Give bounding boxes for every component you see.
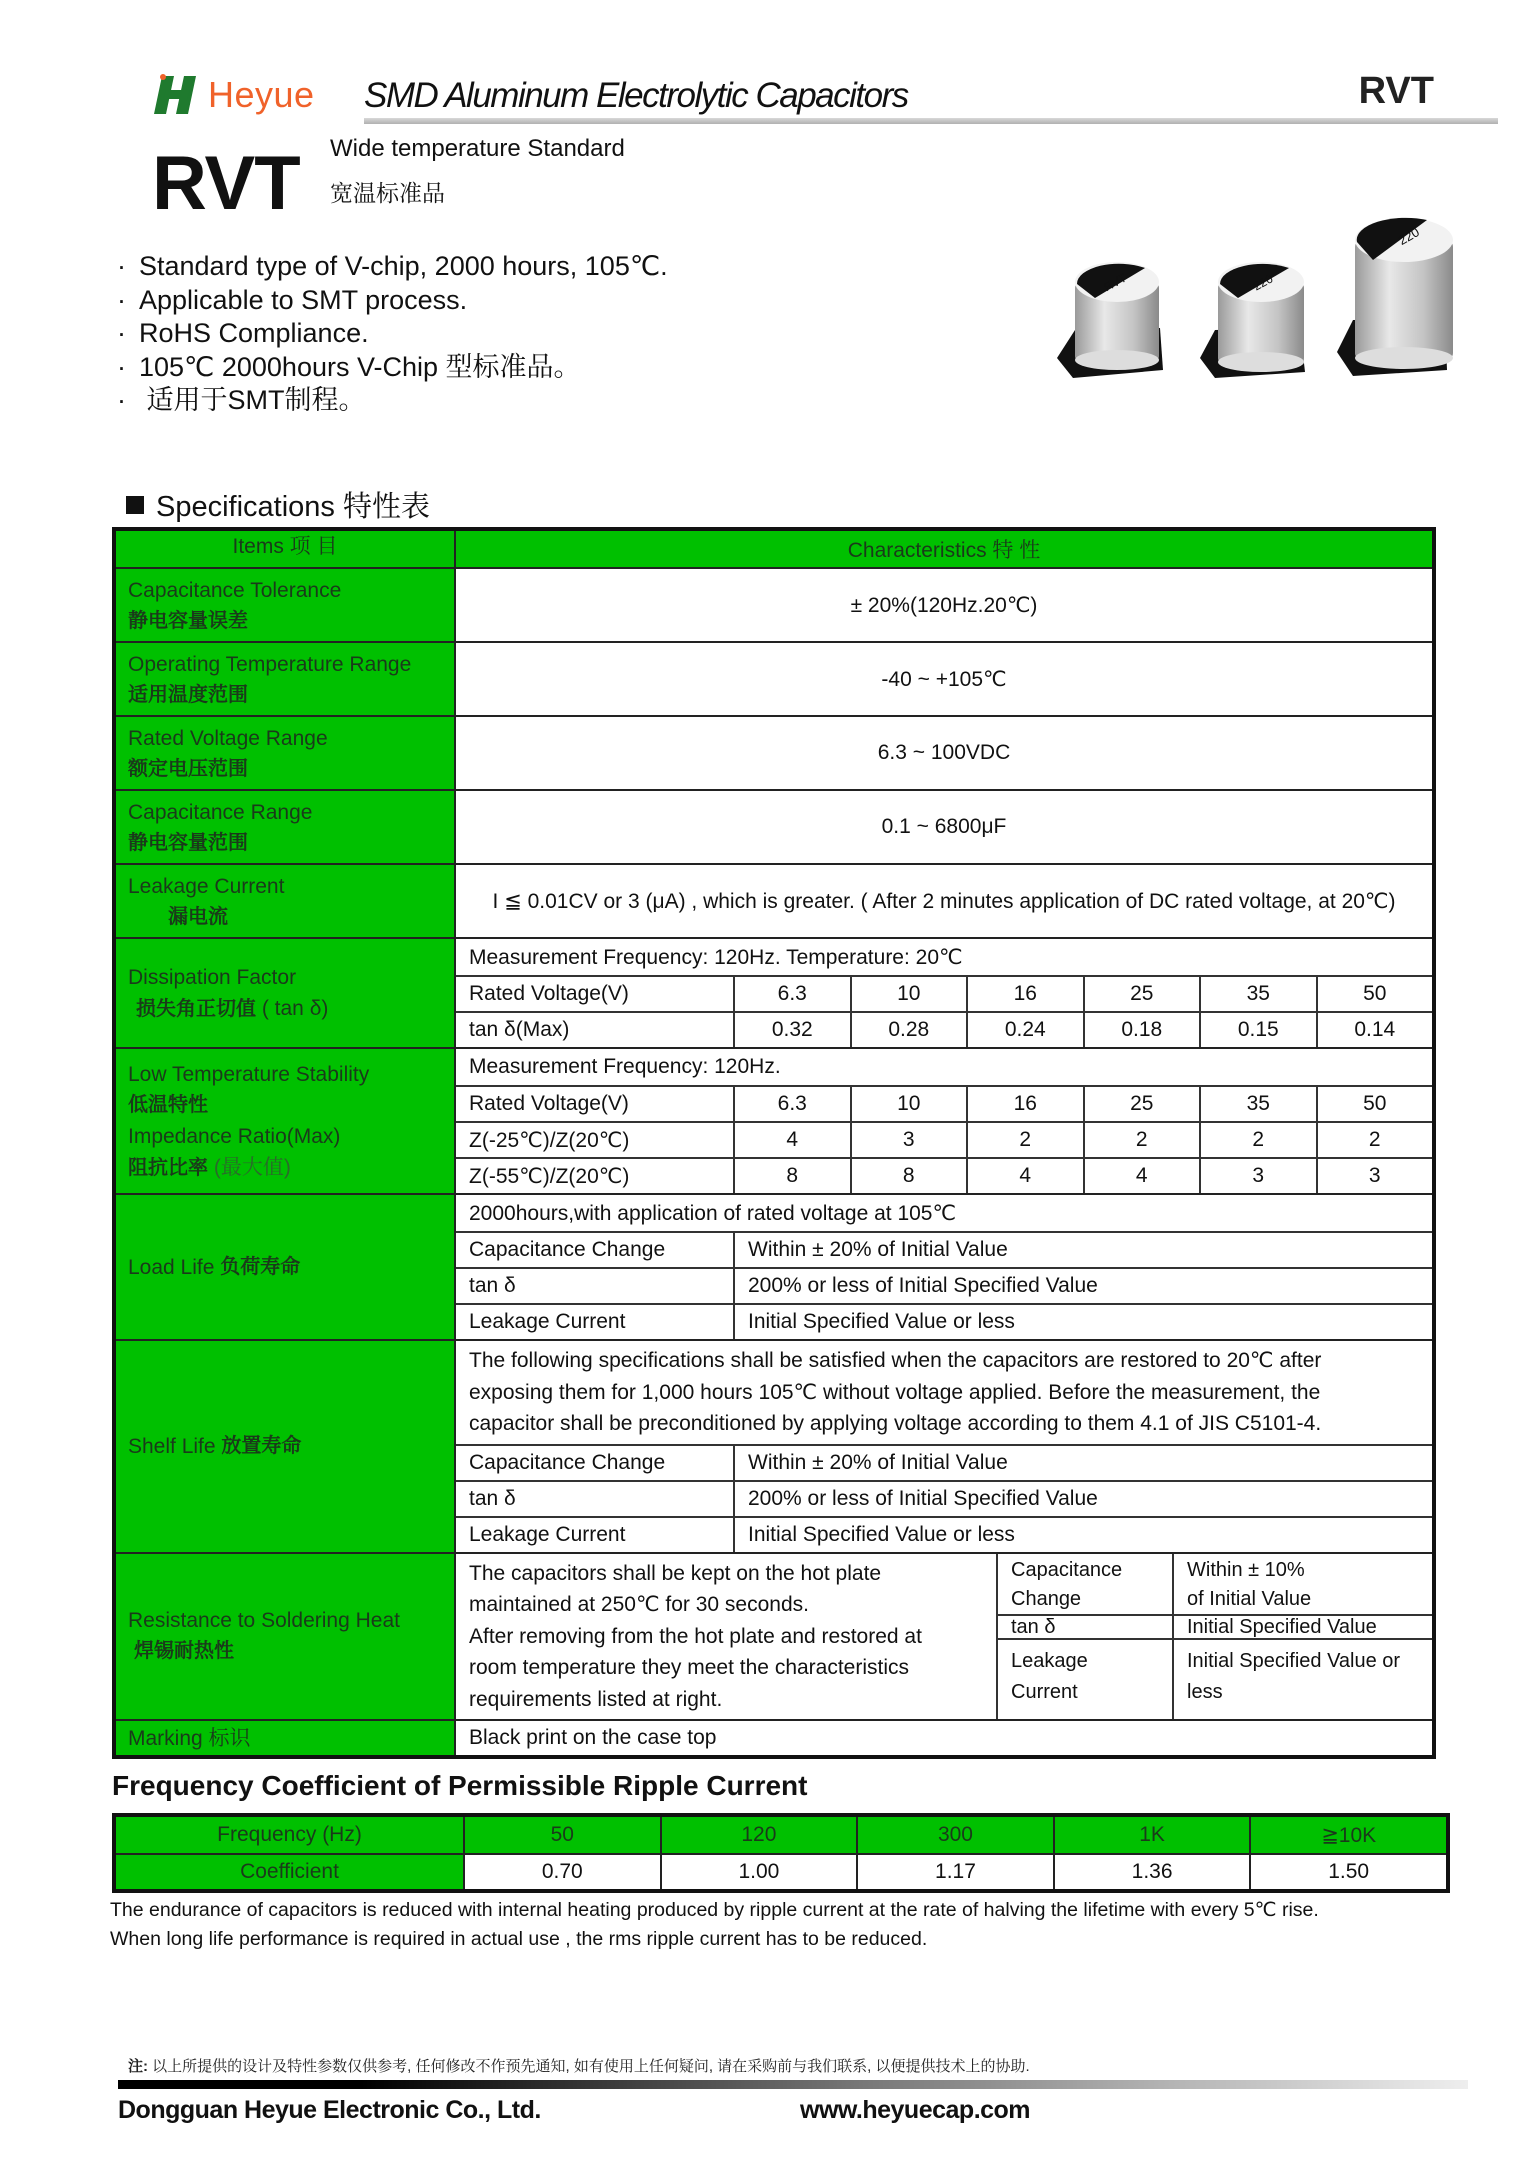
row-label — [116, 791, 456, 863]
row-label-en: Operating Temperature Range — [128, 653, 412, 676]
voltage-cell: 10 — [852, 1087, 969, 1121]
sub-row — [456, 1444, 1432, 1480]
tan-delta-cell: 0.15 — [1201, 1013, 1318, 1047]
sub-row — [998, 1616, 1432, 1640]
table-row-low-temperature-stability — [116, 1047, 1432, 1193]
series-subtitle-cn: 宽温标准品 — [330, 180, 445, 206]
ripple-current-note — [110, 1896, 1319, 1954]
sub-row — [456, 975, 1432, 1011]
feature-text: 适用于SMT制程。 — [139, 385, 366, 415]
characteristics-column-header: Characteristics 特 性 — [456, 531, 1432, 567]
row-label-en: Impedance Ratio(Max) — [128, 1124, 341, 1148]
feature-text: Standard type of V-chip, 2000 hours, 105℃. — [139, 251, 668, 281]
heyue-h-logo-icon — [152, 74, 200, 116]
condition-line: capacitor shall be preconditioned by applying voltage according to them 4.1 of JIS C5101-4. — [469, 1412, 1322, 1435]
solder-requirements — [998, 1554, 1432, 1720]
feature-text: Applicable to SMT process. — [139, 284, 468, 315]
row-label — [116, 717, 456, 789]
condition-line: The following specifications shall be satisfied when the capacitors are restored to 20℃ after — [469, 1349, 1322, 1372]
sub-label — [998, 1554, 1174, 1614]
footer-gradient-bar — [118, 2080, 1468, 2089]
disclaimer-note — [128, 2055, 1030, 2076]
row-label-cn: 焊锡耐热性 — [134, 1640, 234, 1663]
sub-label: tan δ(Max) — [456, 1013, 735, 1047]
table-header-row — [116, 531, 1432, 567]
sub-label: Leakage Current — [456, 1518, 735, 1552]
table-row-dissipation-factor — [116, 937, 1432, 1047]
row-value — [456, 1195, 1432, 1339]
label-line: Capacitance — [1011, 1558, 1123, 1581]
frequency-cell: ≧10K — [1251, 1817, 1446, 1853]
capacitor-image-large — [1337, 218, 1453, 376]
voltage-cell: 6.3 — [735, 977, 852, 1011]
sub-label: Capacitance Change — [456, 1233, 735, 1267]
sub-value: Initial Specified Value — [1187, 1615, 1377, 1638]
tan-delta-cell: 0.14 — [1354, 1018, 1396, 1041]
impedance-cell: 4 — [968, 1159, 1085, 1193]
sub-value: Initial Specified Value or less — [748, 1310, 1015, 1333]
impedance-cell: 2 — [968, 1123, 1085, 1157]
sub-label: Z(-55℃)/Z(20℃) — [456, 1159, 735, 1193]
row-label — [116, 865, 456, 937]
capacitor-marking: 220 — [1395, 224, 1422, 249]
series-subtitle-en: Wide temperature Standard — [330, 135, 625, 162]
frequency-cell: 50 — [465, 1817, 662, 1853]
sub-row — [998, 1640, 1432, 1720]
bullet: · — [117, 385, 126, 415]
row-label-cn: 适用温度范围 — [128, 684, 248, 706]
table-row — [116, 567, 1432, 641]
table-row — [116, 863, 1432, 937]
company-website-link[interactable]: www.heyuecap.com — [800, 2096, 1031, 2124]
sub-row — [456, 1085, 1432, 1121]
frequency-cell: 120 — [662, 1817, 859, 1853]
condition-line: exposing them for 1,000 hours 105℃ without voltage applied. Before the measurement, the — [469, 1380, 1321, 1404]
brand-name: Heyue — [208, 74, 315, 115]
sub-row — [456, 1195, 1432, 1231]
coefficient-label: Coefficient — [116, 1855, 465, 1889]
row-value: ± 20%(120Hz.20℃) — [850, 593, 1038, 617]
coefficient-row — [116, 1853, 1446, 1889]
bullet: · — [117, 284, 126, 315]
sub-row — [456, 1011, 1432, 1047]
row-label-cn: 静电容量误差 — [128, 610, 248, 632]
row-label-en: Resistance to Soldering Heat — [128, 1609, 400, 1633]
row-value: 0.1 ~ 6800μF — [881, 815, 1007, 838]
value-line: Within ± 10% — [1187, 1558, 1305, 1581]
capacitor-image-medium — [1200, 262, 1305, 378]
row-label-cn: 损失角正切值 — [136, 997, 256, 1020]
sub-value: Within ± 20% of Initial Value — [748, 1450, 1008, 1474]
impedance-cell: 8 — [852, 1159, 969, 1193]
condition-text: 2000hours,with application of rated voltage at 105℃ — [469, 1201, 957, 1225]
row-value — [456, 1554, 1432, 1720]
frequency-row — [116, 1817, 1446, 1853]
tan-delta-cell: 0.24 — [968, 1013, 1085, 1047]
row-label-cn: 负荷寿命 — [220, 1255, 301, 1278]
document-title: SMD Aluminum Electrolytic Capacitors — [364, 76, 908, 115]
row-label — [116, 1554, 456, 1720]
impedance-cell: 2 — [1201, 1123, 1318, 1157]
frequency-coefficient-table — [112, 1813, 1450, 1893]
table-row — [116, 715, 1432, 789]
sub-label: Rated Voltage(V) — [456, 977, 735, 1011]
voltage-cell: 35 — [1201, 977, 1318, 1011]
table-row — [116, 641, 1432, 715]
sub-row — [456, 1267, 1432, 1303]
sub-row — [456, 1157, 1432, 1193]
feature-text: RoHS Compliance. — [139, 318, 369, 348]
description-line: maintained at 250℃ for 30 seconds. — [469, 1593, 809, 1616]
capacitor-image-small — [1057, 262, 1163, 378]
label-line: Current — [1011, 1680, 1078, 1703]
condition-text: Measurement Frequency: 120Hz. Temperature: 20℃ — [469, 945, 963, 969]
row-label — [116, 1195, 456, 1339]
table-row-marking — [116, 1719, 1432, 1755]
label-line: Change — [1011, 1587, 1082, 1610]
value-line: less — [1187, 1680, 1223, 1703]
sub-row — [456, 1303, 1432, 1339]
feature-list — [117, 250, 668, 418]
tan-delta-cell: 0.28 — [852, 1013, 969, 1047]
sub-label: tan δ — [456, 1269, 735, 1303]
row-value: I ≦ 0.01CV or 3 (μA) , which is greater. ( After 2 minutes application of DC rated voltage, at 20℃) — [492, 889, 1396, 913]
bullet: · — [117, 318, 126, 348]
square-bullet-icon — [126, 496, 144, 514]
table-row-shelf-life — [116, 1339, 1432, 1552]
feature-text: 105℃ 2000hours V-Chip 型标准品。 — [139, 351, 581, 382]
table-row-soldering-heat — [116, 1552, 1432, 1720]
coefficient-cell: 1.00 — [662, 1855, 859, 1889]
sub-label: tan δ — [456, 1482, 735, 1516]
note-line: The endurance of capacitors is reduced with internal heating produced by ripple current at the rate of halving the lifetime with every 5℃ rise. — [110, 1899, 1319, 1921]
sub-row — [456, 939, 1432, 975]
capacitor-product-images — [1055, 210, 1495, 390]
voltage-cell: 50 — [1363, 1092, 1387, 1115]
row-label-en: Rated Voltage Range — [128, 727, 328, 750]
frequency-coefficient-title: Frequency Coefficient of Permissible Ripple Current — [112, 1770, 808, 1801]
row-label-cn: 低温特性 — [128, 1093, 208, 1116]
row-label-cn: 漏电流 — [168, 906, 228, 928]
sub-label: Leakage Current — [456, 1305, 735, 1339]
series-title: RVT — [152, 141, 300, 226]
voltage-cell: 16 — [968, 977, 1085, 1011]
disclaimer-text: 以上所提供的设计及特性参数仅供参考, 任何修改不作预先通知, 如有使用上任何疑问, 请在采购前与我们联系, 以便提供技术上的协助. — [148, 2058, 1030, 2075]
row-label-en: Low Temperature Stability — [128, 1062, 370, 1086]
value-line: of Initial Value — [1187, 1587, 1312, 1610]
sub-label: Capacitance Change — [456, 1446, 735, 1480]
sub-value — [1174, 1640, 1432, 1720]
capacitor-marking: 220 — [1250, 271, 1276, 294]
company-name: Dongguan Heyue Electronic Co., Ltd. — [118, 2096, 541, 2124]
row-label — [116, 1341, 456, 1552]
impedance-cell: 8 — [735, 1159, 852, 1193]
description-line: requirements listed at right. — [469, 1687, 723, 1711]
row-value: Black print on the case top — [469, 1726, 717, 1749]
row-label-cn: 额定电压范围 — [128, 758, 248, 780]
specifications-table — [112, 527, 1436, 1759]
row-label-en: Shelf Life — [128, 1434, 216, 1458]
condition-text: Measurement Frequency: 120Hz. — [469, 1055, 781, 1078]
items-column-header: Items 项 目 — [116, 531, 456, 567]
sub-value — [1174, 1554, 1432, 1614]
specifications-heading-text: Specifications 特性表 — [156, 491, 430, 523]
sub-row — [456, 1049, 1432, 1085]
impedance-cell: 3 — [1368, 1164, 1381, 1187]
voltage-cell: 10 — [852, 977, 969, 1011]
impedance-cell: 3 — [1201, 1159, 1318, 1193]
bullet: · — [117, 251, 126, 281]
specifications-heading — [126, 484, 430, 525]
frequency-cell: 1K — [1055, 1817, 1252, 1853]
frequency-cell: 300 — [858, 1817, 1055, 1853]
row-label-cn: 放置寿命 — [221, 1434, 302, 1457]
voltage-cell: 6.3 — [735, 1087, 852, 1121]
feature-item — [117, 250, 668, 284]
description-line: After removing from the hot plate and restored at — [469, 1624, 922, 1648]
sub-row — [456, 1341, 1432, 1444]
row-label-cn: 静电容量范围 — [128, 832, 248, 854]
row-value — [456, 939, 1432, 1047]
frequency-label: Frequency (Hz) — [116, 1817, 465, 1853]
description-line: room temperature they meet the characteristics — [469, 1656, 910, 1679]
row-label-en: Load Life — [128, 1255, 215, 1279]
coefficient-cell: 1.50 — [1328, 1860, 1370, 1883]
row-label-en: Dissipation Factor — [128, 965, 297, 989]
sub-value: Initial Specified Value or less — [748, 1522, 1015, 1546]
description-line: The capacitors shall be kept on the hot plate — [469, 1561, 882, 1585]
row-value: -40 ~ +105℃ — [881, 667, 1007, 691]
sub-value: 200% or less of Initial Specified Value — [748, 1274, 1098, 1297]
row-label: Marking 标识 — [116, 1721, 456, 1755]
impedance-cell: 3 — [852, 1123, 969, 1157]
table-row-load-life — [116, 1193, 1432, 1339]
row-value — [456, 1341, 1432, 1552]
row-label-suffix: (最大值) — [213, 1155, 291, 1179]
row-label-suffix: ( tan δ) — [261, 996, 329, 1020]
voltage-cell: 25 — [1085, 977, 1202, 1011]
row-label-en: Leakage Current — [128, 875, 285, 898]
sub-row — [998, 1554, 1432, 1616]
row-label — [116, 643, 456, 715]
sub-label: tan δ — [998, 1616, 1174, 1638]
sub-label — [998, 1640, 1174, 1720]
sub-row — [456, 1480, 1432, 1516]
row-label-en: Capacitance Range — [128, 801, 313, 824]
impedance-cell: 4 — [1085, 1159, 1202, 1193]
header-divider — [364, 118, 1498, 124]
label-line: Leakage — [1011, 1649, 1088, 1672]
tan-delta-cell: 0.18 — [1085, 1013, 1202, 1047]
coefficient-cell: 1.17 — [858, 1855, 1055, 1889]
disclaimer-label: 注: — [128, 2058, 148, 2075]
note-line: When long life performance is required in actual use , the rms ripple current has to be reduced. — [110, 1928, 928, 1950]
coefficient-cell: 1.36 — [1055, 1855, 1252, 1889]
sub-row — [456, 1516, 1432, 1552]
sub-value: Within ± 20% of Initial Value — [748, 1238, 1008, 1261]
bullet: · — [117, 351, 126, 382]
condition-text — [456, 1341, 1432, 1444]
impedance-cell: 4 — [735, 1123, 852, 1157]
voltage-cell: 16 — [968, 1087, 1085, 1121]
solder-description — [456, 1554, 998, 1720]
series-code: RVT — [1358, 70, 1434, 112]
value-line: Initial Specified Value or — [1187, 1649, 1401, 1672]
row-label — [116, 939, 456, 1047]
impedance-cell: 2 — [1085, 1123, 1202, 1157]
feature-item — [117, 317, 668, 351]
voltage-cell: 35 — [1201, 1087, 1318, 1121]
sub-row — [456, 1231, 1432, 1267]
coefficient-cell: 0.70 — [465, 1855, 662, 1889]
feature-item — [117, 351, 668, 385]
tan-delta-cell: 0.32 — [735, 1013, 852, 1047]
sub-label: Rated Voltage(V) — [456, 1087, 735, 1121]
feature-item — [117, 384, 668, 418]
voltage-cell: 25 — [1085, 1087, 1202, 1121]
capacitor-marking: RVT — [1101, 270, 1129, 295]
table-row — [116, 789, 1432, 863]
feature-item — [117, 284, 668, 318]
voltage-cell: 50 — [1363, 982, 1387, 1005]
brand-logo — [152, 72, 315, 118]
row-label-en: Capacitance Tolerance — [128, 579, 342, 602]
row-value — [456, 1049, 1432, 1193]
sub-row — [456, 1121, 1432, 1157]
sub-value: 200% or less of Initial Specified Value — [748, 1486, 1098, 1510]
row-label — [116, 569, 456, 641]
row-value: 6.3 ~ 100VDC — [877, 741, 1011, 764]
impedance-cell: 2 — [1368, 1128, 1381, 1151]
row-label — [116, 1049, 456, 1193]
sub-label: Z(-25℃)/Z(20℃) — [456, 1123, 735, 1157]
row-label-cn: 阻抗比率 — [128, 1156, 208, 1179]
